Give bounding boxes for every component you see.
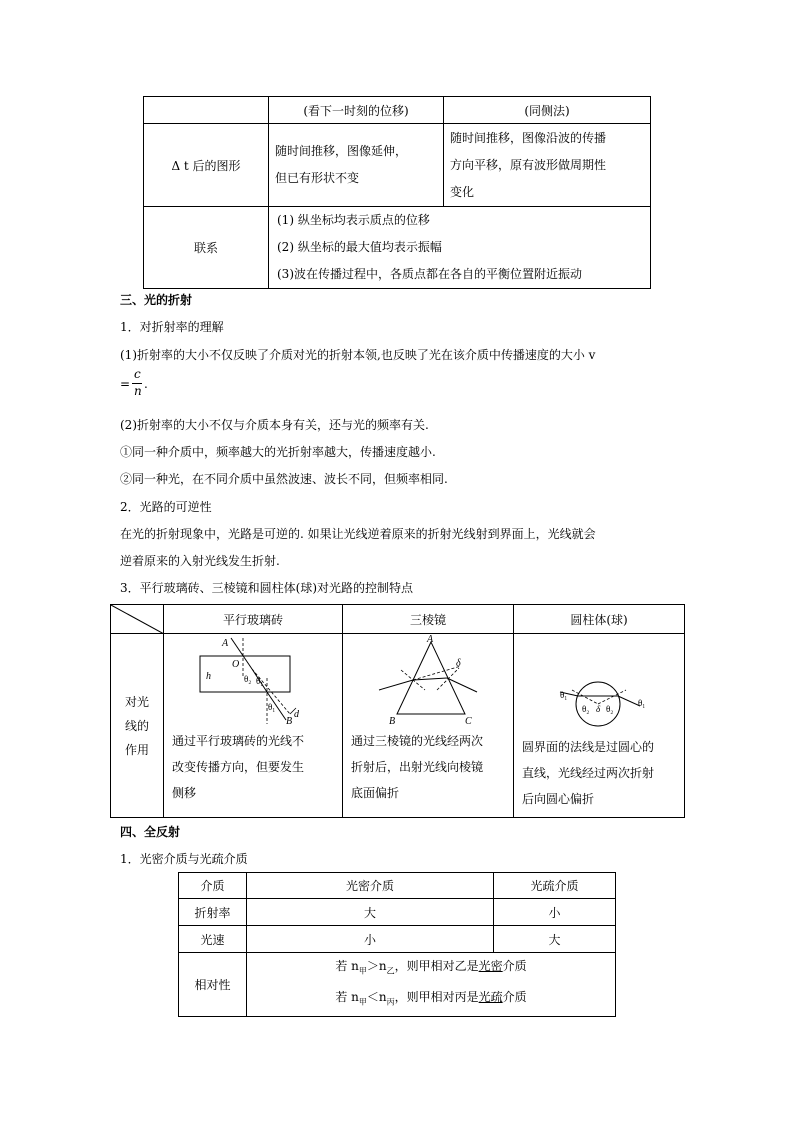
table3-header-dense: 光密介质 — [247, 873, 494, 899]
table3-header-medium: 介质 — [179, 873, 247, 899]
text-line: 随时间推移，图像沿波的传播 — [450, 130, 607, 145]
table1-row-dt-col2 — [444, 124, 651, 207]
label-d: d — [294, 709, 299, 720]
text-line: 对光 — [124, 694, 149, 709]
label-B: B — [286, 716, 293, 726]
label-theta1-left: θ₁ — [560, 690, 568, 700]
table2-header-prism: 三棱镜 — [343, 605, 514, 634]
text-line: 线的 — [124, 718, 149, 733]
table3-relativity-content — [247, 953, 616, 1017]
text-line: (1) 纵坐标均表示质点的位移 — [277, 213, 430, 227]
prism-diagram — [343, 634, 513, 724]
label-theta1-bottom: θ₁ — [268, 702, 276, 712]
cylinder-diagram — [514, 634, 684, 734]
formula-equals: = — [120, 377, 131, 391]
formula-denominator: n — [134, 384, 142, 398]
table1-row-dt-label: Δ t 后的图形 — [144, 124, 269, 207]
table1-row-link-items — [269, 207, 651, 289]
subscript: 甲 — [358, 966, 367, 976]
label-O: O — [232, 659, 240, 670]
table2-header-cylinder: 圆柱体(球) — [514, 605, 685, 634]
text-line: 底面偏折 — [351, 786, 400, 800]
text-line: 圆界面的法线是过圆心的 — [522, 740, 655, 754]
text-span: ，则甲相对丙是 — [394, 990, 479, 1005]
text-span: 若 n — [335, 959, 359, 973]
refractive-index-point2: ②同一种光，在不同介质中虽然波速、波长不同，但频率相同. — [120, 472, 448, 486]
text-line: 随时间推移，图像延伸， — [275, 144, 408, 158]
label-theta1-top: θ₁ — [256, 676, 264, 686]
text-span: 介质 — [502, 990, 527, 1005]
refractive-index-para1: (1)折射率的大小不仅反映了介质对光的折射本领,也反映了光在该介质中传播速度的大小 v — [120, 348, 596, 362]
label-h: h — [206, 671, 211, 682]
text-span: ，则甲相对乙是 — [394, 959, 479, 973]
text-line: 变化 — [450, 184, 475, 199]
label-theta2: θ₂ — [244, 674, 252, 684]
text-line: 折射后，出射光线向棱镜 — [351, 760, 484, 774]
incident-extension — [413, 666, 461, 680]
table3-header-sparse: 光疏介质 — [494, 873, 616, 899]
relativity-line-2 — [247, 984, 615, 1015]
reversibility-line2: 逆着原来的入射光线发生折射. — [120, 554, 280, 568]
subscript: 乙 — [386, 966, 395, 976]
glass-slab-cell — [164, 634, 343, 818]
wave-comparison-table — [143, 96, 651, 289]
text-line: 直线，光线经过两次折射 — [522, 766, 655, 780]
refractive-index-para2: (2)折射率的大小不仅与介质本身有关，还与光的频率有关. — [120, 418, 429, 432]
incident-ray — [379, 680, 413, 690]
subscript: 甲 — [358, 997, 367, 1007]
table2-row-label — [111, 634, 164, 818]
table1-corner — [144, 97, 269, 124]
text-line: 方向平移，原有波形做周期性 — [450, 157, 607, 172]
text-line: 通过平行玻璃砖的光线不 — [172, 734, 305, 748]
table1-row-dt-col1 — [269, 124, 444, 207]
refractive-index-point1: ①同一种介质中，频率越大的光折射率越大，传播速度越小. — [120, 445, 436, 459]
label-A: A — [427, 634, 434, 645]
table3-cell: 小 — [494, 899, 616, 926]
table1-header-2: (同侧法) — [444, 97, 651, 124]
diagonal-line — [111, 605, 164, 634]
underlined-term: 光密 — [478, 959, 503, 973]
text-line: 改变传播方向，但要发生 — [172, 760, 305, 774]
label-theta2-right: θ₂ — [606, 704, 614, 714]
section3-sub3: 3．平行玻璃砖、三棱镜和圆柱体(球)对光路的控制特点 — [120, 581, 414, 595]
label-delta: δ — [596, 704, 601, 714]
subscript: 丙 — [386, 997, 395, 1007]
formula-period: . — [144, 377, 148, 391]
text-line: 通过三棱镜的光线经两次 — [351, 734, 484, 748]
prism-triangle — [397, 642, 465, 714]
emergent-ray — [618, 696, 640, 706]
table3-cell: 大 — [494, 926, 616, 953]
relativity-line-1 — [247, 953, 615, 984]
label-delta: δ — [456, 658, 461, 669]
section4-title: 四、全反射 — [120, 825, 181, 839]
label-C: C — [465, 716, 472, 724]
text-line: 后向圆心偏折 — [522, 792, 595, 806]
text-span: ＞n — [366, 959, 387, 973]
table3-row-label: 光速 — [179, 926, 247, 953]
text-span: 介质 — [502, 959, 527, 973]
text-line: 作用 — [124, 742, 149, 757]
label-A: A — [222, 638, 229, 649]
table1-header-1: (看下一时刻的位移) — [269, 97, 444, 124]
text-span: 若 n — [335, 990, 359, 1005]
section3-sub2: 2．光路的可逆性 — [120, 500, 212, 514]
label-B: B — [389, 716, 396, 724]
formula-numerator: c — [134, 367, 141, 381]
medium-density-table — [178, 872, 616, 1017]
prism-cell — [343, 634, 514, 818]
text-line: (2) 纵坐标的最大值均表示振幅 — [277, 240, 442, 254]
optics-control-table — [110, 604, 685, 818]
table2-diagonal-corner — [111, 605, 164, 634]
text-span: ＜n — [366, 990, 387, 1005]
label-theta1-right: θ₁ — [638, 698, 646, 708]
table3-cell: 小 — [247, 926, 494, 953]
normal-right — [598, 690, 626, 704]
table1-row-link-label: 联系 — [144, 207, 269, 289]
table3-cell: 大 — [247, 899, 494, 926]
table3-row-label: 折射率 — [179, 899, 247, 926]
text-line: 但已有形状不变 — [275, 171, 360, 185]
text-line: 侧移 — [172, 786, 197, 800]
table3-relativity-label: 相对性 — [179, 953, 247, 1017]
section3-sub1: 1．对折射率的理解 — [120, 320, 224, 334]
glass-slab-diagram — [164, 634, 342, 726]
section4-sub1: 1．光密介质与光疏介质 — [120, 852, 248, 866]
section3-title: 三、光的折射 — [120, 293, 193, 307]
normal-right — [437, 668, 459, 690]
reversibility-line1: 在光的折射现象中，光路是可逆的. 如果让光线逆着原来的折射光线射到界面上，光线就会 — [120, 527, 596, 541]
underlined-term: 光疏 — [478, 990, 503, 1005]
text-line: (3)波在传播过程中，各质点都在各自的平衡位置附近振动 — [277, 267, 583, 281]
label-theta2-left: θ₂ — [582, 704, 590, 714]
cylinder-cell — [514, 634, 685, 818]
table2-header-glass: 平行玻璃砖 — [164, 605, 343, 634]
